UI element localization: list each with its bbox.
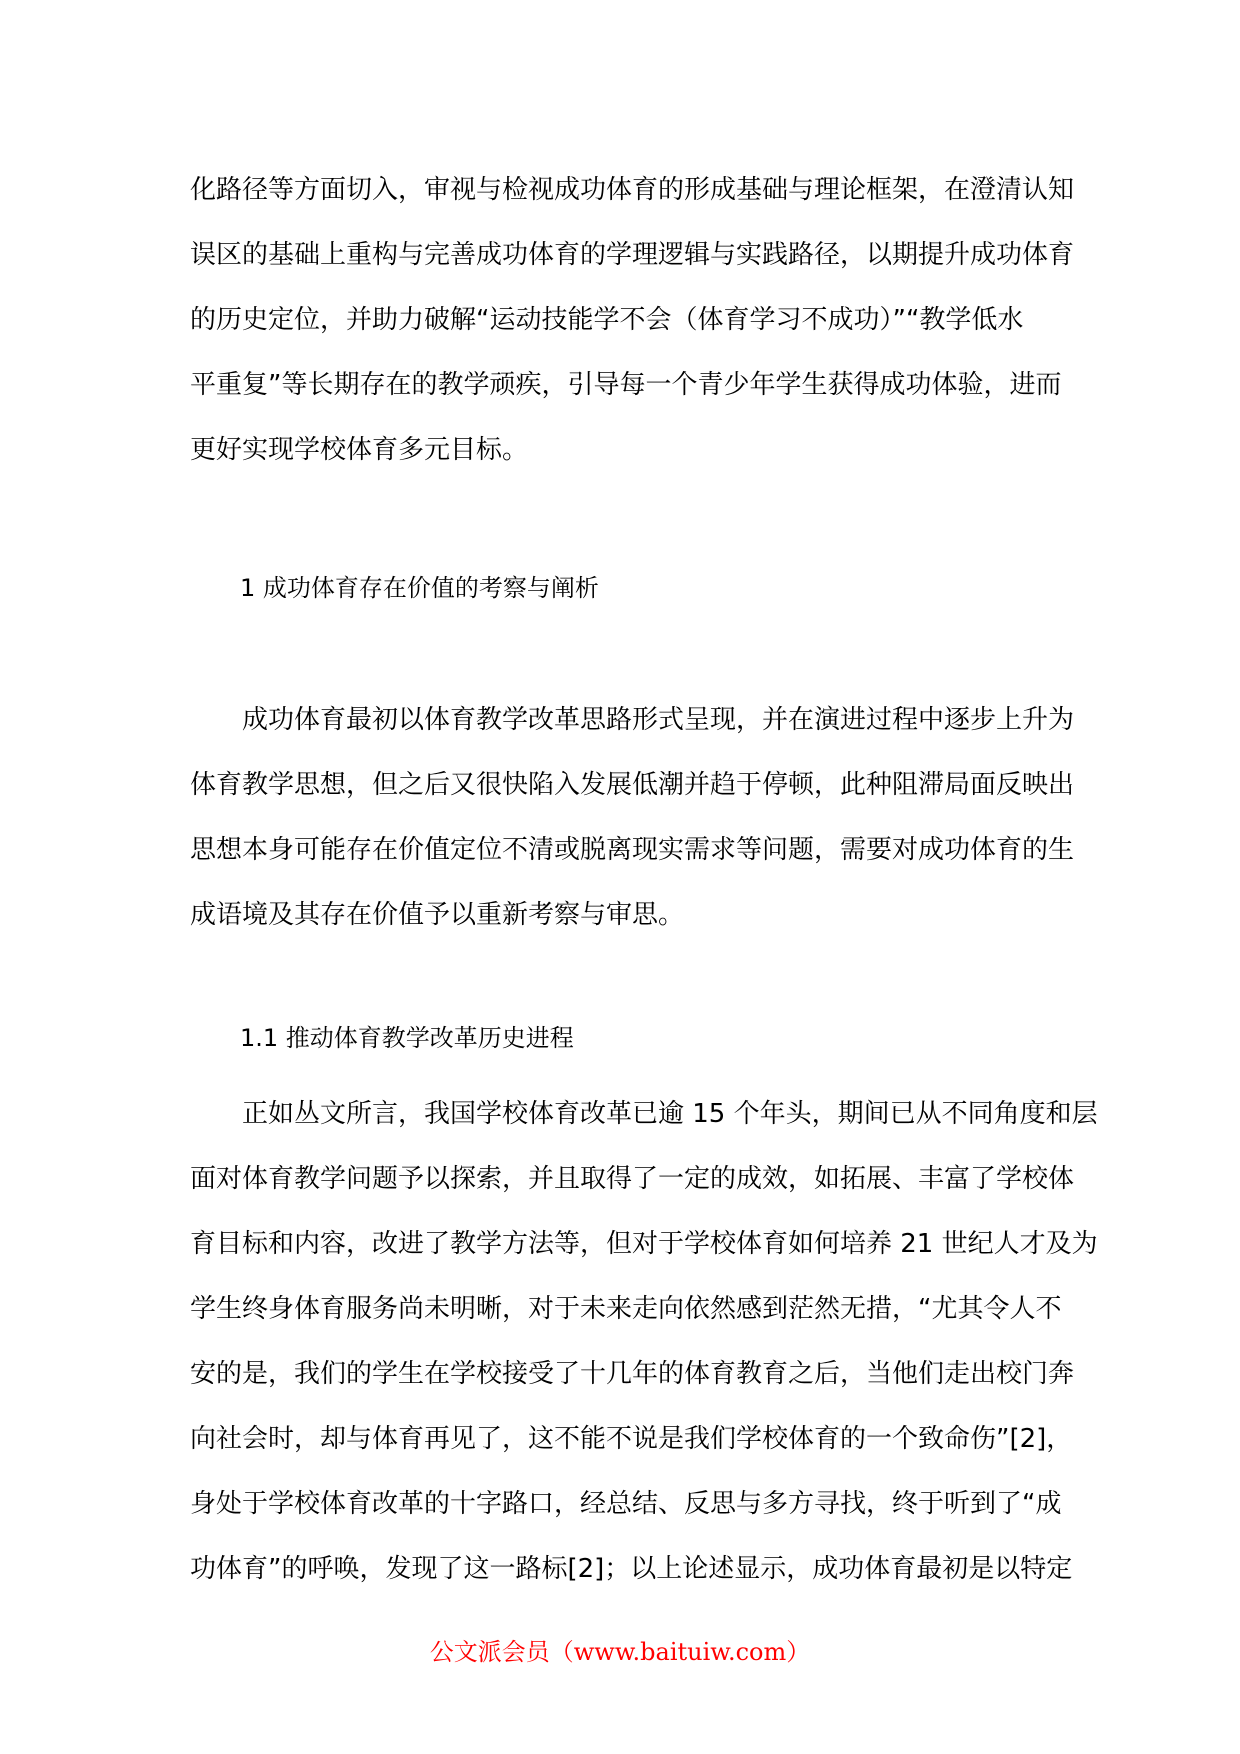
paragraph-line: 正如丛文所言，我国学校体育改革已逾 15 个年头，期间已从不同角度和层 (190, 1099, 1098, 1129)
paragraph-1 (190, 158, 1075, 483)
paragraph-line: 育目标和内容，改进了教学方法等，但对于学校体育如何培养 21 世纪人才及为 (190, 1229, 1098, 1259)
footer-close: ） (786, 1638, 811, 1666)
paragraph-line: 误区的基础上重构与完善成功体育的学理逻辑与实践路径，以期提升成功体育 (190, 240, 1075, 270)
watermark-footer (0, 1632, 1240, 1672)
paragraph-line: 面对体育教学问题予以探索，并且取得了一定的成效，如拓展、丰富了学校体 (190, 1164, 1075, 1194)
paragraph-line: 思想本身可能存在价值定位不清或脱离现实需求等问题，需要对成功体育的生 (190, 835, 1075, 865)
paragraph-line: 成功体育最初以体育教学改革思路形式呈现，并在演进过程中逐步上升为 (190, 705, 1075, 735)
footer-url[interactable]: www.baituiw.com (573, 1638, 787, 1666)
paragraph-line: 平重复”等长期存在的教学顽疾，引导每一个青少年学生获得成功体验，进而 (190, 370, 1062, 400)
paragraph-line: 安的是，我们的学生在学校接受了十几年的体育教育之后，当他们走出校门奔 (190, 1359, 1075, 1389)
paragraph-line: 化路径等方面切入，审视与检视成功体育的形成基础与理论框架，在澄清认知 (190, 175, 1075, 205)
paragraph-line: 身处于学校体育改革的十字路口，经总结、反思与多方寻找，终于听到了“成 (190, 1489, 1062, 1519)
paragraph-3 (190, 1082, 1098, 1602)
paragraph-line: 更好实现学校体育多元目标。 (190, 435, 529, 465)
paragraph-line: 体育教学思想，但之后又很快陷入发展低潮并趋于停顿，此种阻滞局面反映出 (190, 770, 1075, 800)
paragraph-line: 学生终身体育服务尚未明晰，对于未来走向依然感到茫然无措，“尤其令人不 (190, 1294, 1062, 1324)
subsection-heading: 1.1 推动体育教学改革历史进程 (240, 1024, 574, 1052)
section-heading: 1 成功体育存在价值的考察与阐析 (240, 574, 599, 602)
paragraph-line: 的历史定位，并助力破解“运动技能学不会（体育学习不成功）”“教学低水 (190, 305, 1024, 335)
paragraph-line: 成语境及其存在价值予以重新考察与审思。 (190, 900, 685, 930)
paragraph-2 (190, 688, 1075, 948)
footer-label: 公文派会员（ (429, 1638, 574, 1666)
paragraph-line: 功体育”的呼唤，发现了这一路标[2]；以上论述显示，成功体育最初是以特定 (190, 1554, 1073, 1584)
paragraph-line: 向社会时，却与体育再见了，这不能不说是我们学校体育的一个致命伤”[2]， (190, 1424, 1073, 1454)
